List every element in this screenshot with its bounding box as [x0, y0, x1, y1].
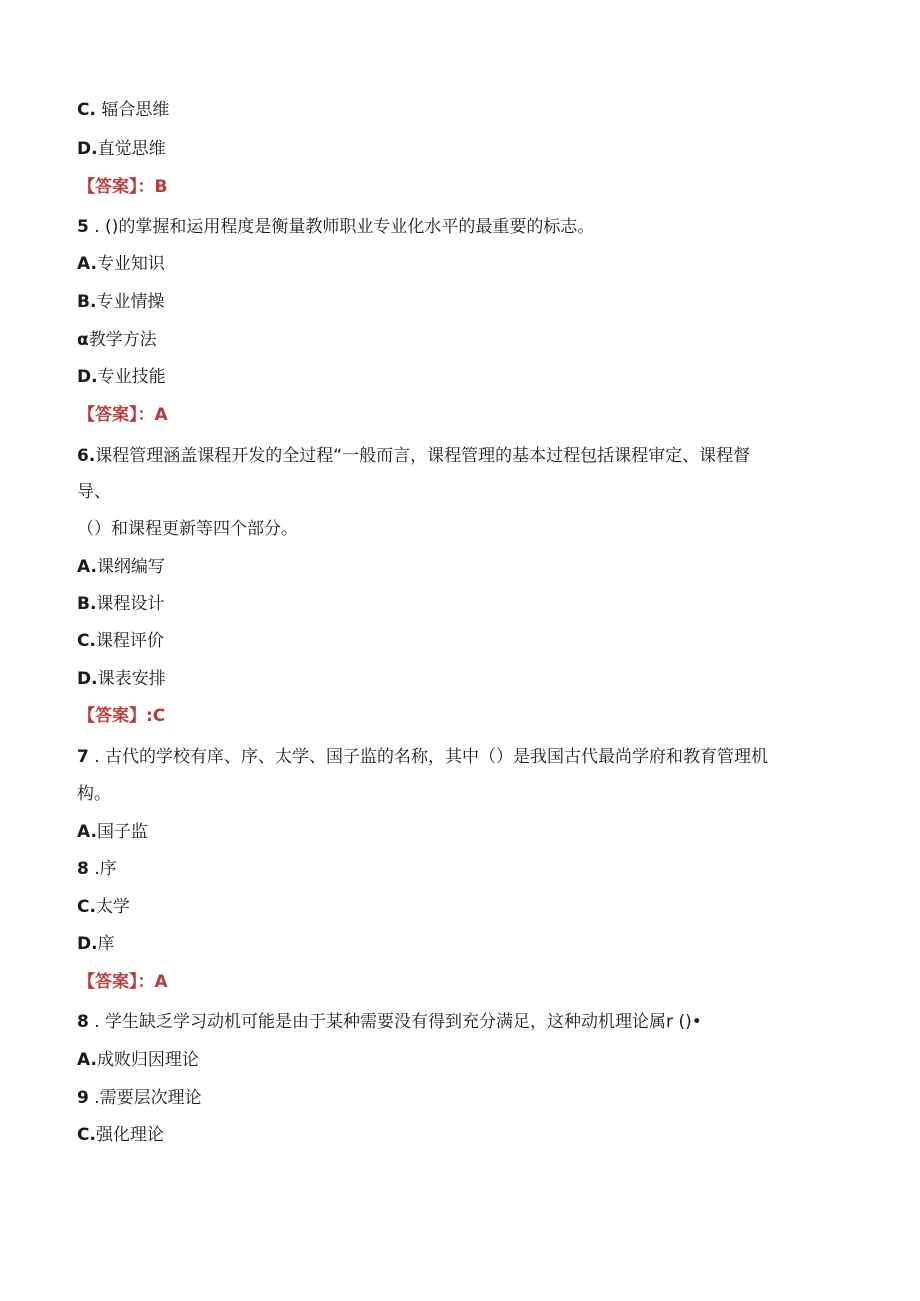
option-b-q7: 8 .序	[77, 859, 117, 879]
option-c-q7: C.太学	[77, 897, 130, 917]
option-d-q5: D.专业技能	[77, 367, 166, 387]
question-5: 5 . ()的掌握和运用程度是衡量教师职业专业化水平的最重要的标志。	[77, 217, 595, 237]
question-6-cont: 导、	[77, 482, 111, 502]
option-d-q4: D.直觉思维	[77, 139, 166, 159]
option-a-q6: A.课纲编写	[77, 557, 165, 577]
option-c-q4: C. 辐合思维	[77, 100, 170, 120]
option-d-q7: D.庠	[77, 934, 115, 954]
option-b-q6: B.课程设计	[77, 594, 165, 614]
answer-q6: 【答案】:C	[78, 706, 166, 726]
option-c-q8: C.强化理论	[77, 1125, 164, 1145]
option-d-q6: D.课表安排	[77, 669, 166, 689]
question-6-cont2: （）和课程更新等四个部分。	[77, 519, 298, 539]
option-b-q5: B.专业情操	[77, 292, 165, 312]
option-a-q7: A.国子监	[77, 822, 148, 842]
option-a-q5: A.专业知识	[77, 254, 165, 274]
question-7-cont: 构。	[77, 784, 111, 804]
option-c-q5: α教学方法	[77, 330, 157, 350]
answer-q7: 【答案】：A	[78, 972, 168, 992]
answer-q5: 【答案】：A	[78, 405, 168, 425]
question-6: 6.课程管理涵盖课程开发的全过程“一般而言，课程管理的基本过程包括课程审定、课程督	[77, 446, 751, 466]
option-b-q8: 9 .需要层次理论	[77, 1088, 202, 1108]
answer-q4: 【答案】：B	[78, 177, 168, 197]
question-7: 7 . 古代的学校有庠、序、太学、国子监的名称，其中（）是我国古代最尚学府和教育管理机	[77, 747, 769, 767]
option-c-q6: C.课程评价	[77, 631, 164, 651]
question-8: 8 . 学生缺乏学习动机可能是由于某种需要没有得到充分满足，这种动机理论属r ()•	[77, 1012, 702, 1032]
option-a-q8: A.成败归因理论	[77, 1050, 199, 1070]
